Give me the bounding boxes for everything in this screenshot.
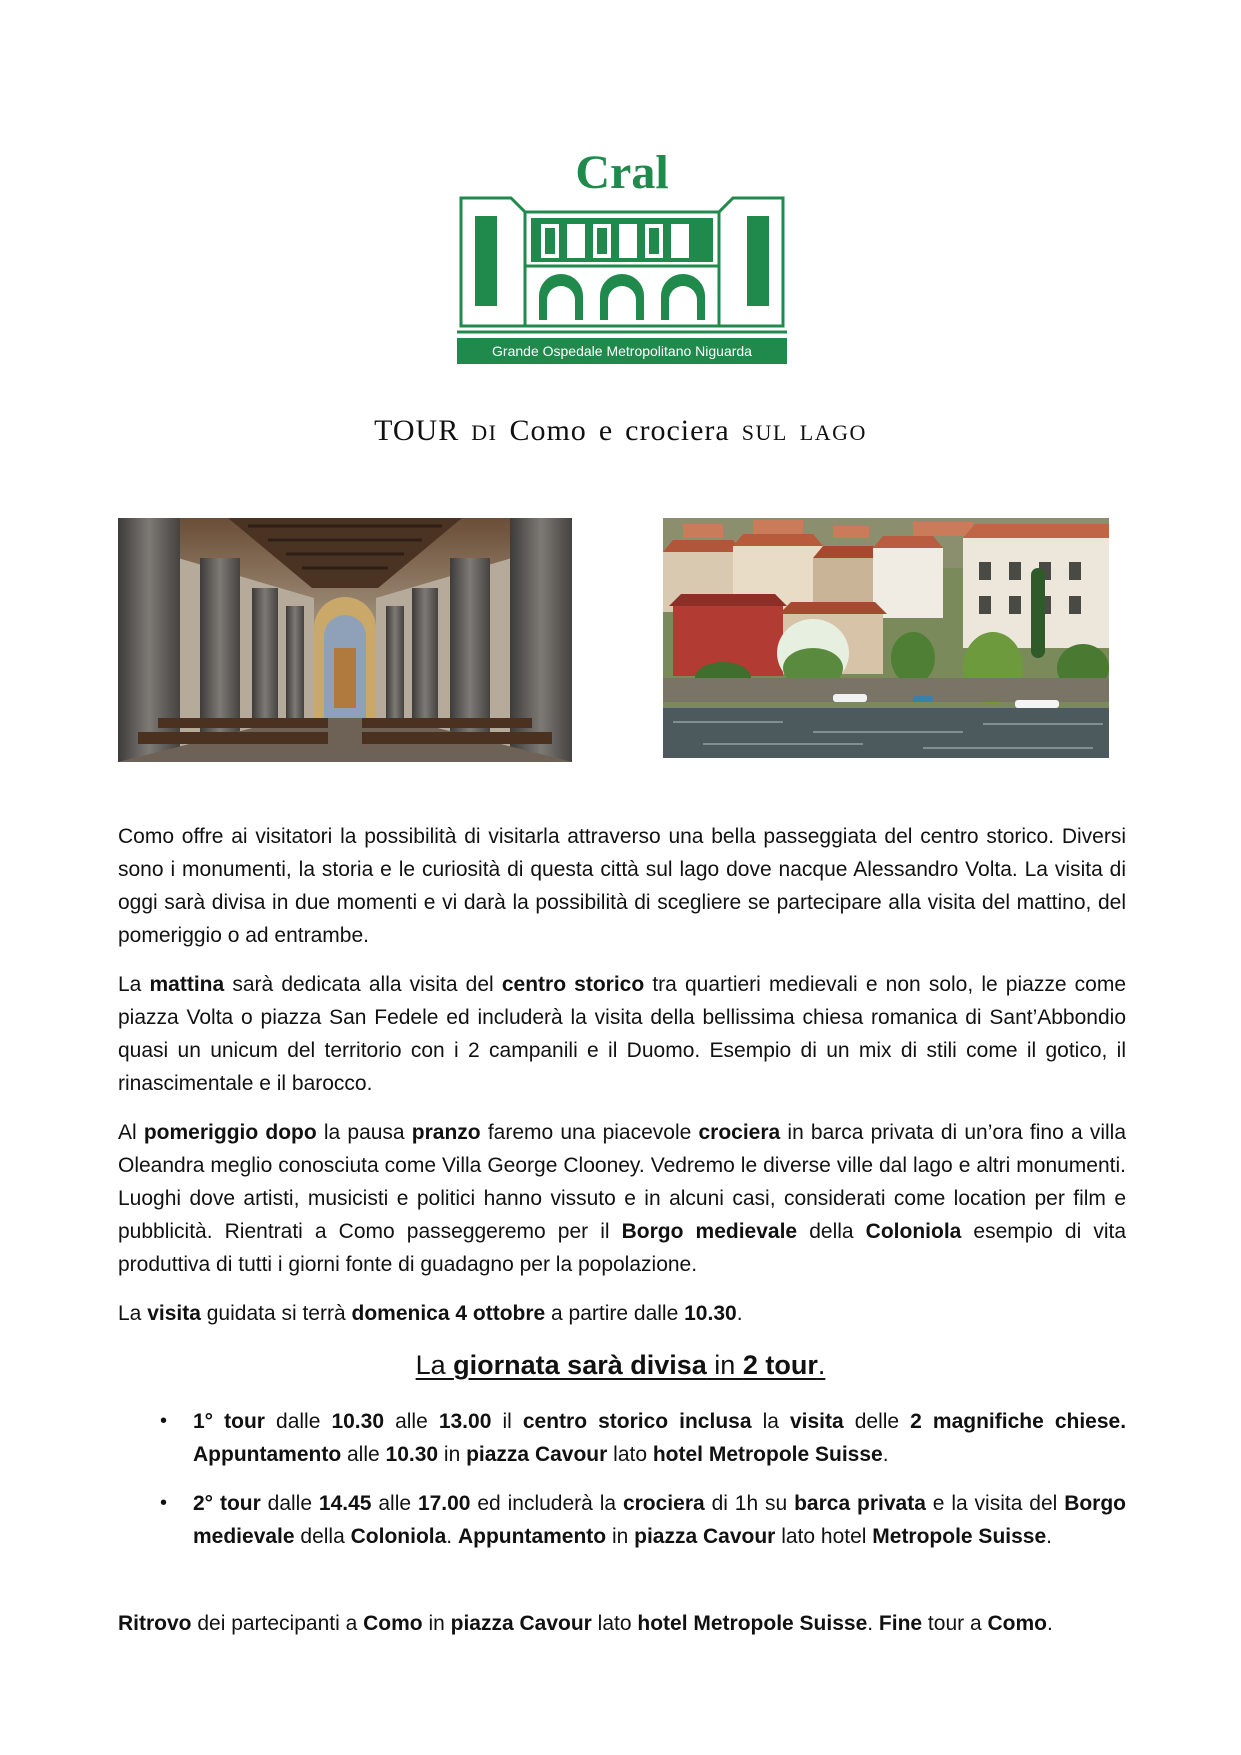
text-run: tra quartieri medievali e non solo, le piazze come piazza Volta o piazza San Fedele ed includerà la visita della bellissima chiesa romanica di Sant’Abbondio quasi un unicum del territorio con i 2 campanili e il Duomo. Esempio di un mix di stili come il gotico, il rinascimentale e il barocco. [118, 973, 1127, 1095]
paragraph-afternoon [118, 1116, 1126, 1281]
text-run: la [751, 1410, 790, 1433]
bold-text: crociera [622, 1492, 705, 1515]
text-run: in [438, 1443, 467, 1466]
page-title [0, 414, 1241, 448]
bold-text: barca privata [794, 1492, 926, 1515]
text-run: . [817, 1350, 826, 1380]
bold-text: hotel Metropole Suisse [637, 1612, 868, 1635]
bold-text: piazza Cavour [634, 1525, 776, 1548]
text-run: La [415, 1350, 454, 1380]
bold-text: piazza Cavour [450, 1612, 592, 1635]
bold-text: 2° tour [193, 1492, 261, 1515]
cral-logo [457, 140, 787, 364]
list-item-tour-1 [160, 1405, 1127, 1471]
bold-text: Ritrovo [118, 1612, 192, 1635]
text-run: lato hotel [775, 1525, 873, 1548]
text-run: esempio di vita produttiva di tutti i giorni fonte di guadagno per la popolazione. [118, 1220, 1126, 1276]
bold-text: giornata sarà divisa [453, 1350, 707, 1380]
lakeside-village-photo [663, 518, 1109, 758]
bold-text: 10.30 [331, 1410, 385, 1433]
bold-text: hotel Metropole Suisse [652, 1443, 883, 1466]
bold-text: Coloniola [350, 1525, 447, 1548]
bold-text: Borgo medievale [621, 1220, 798, 1243]
text-run: tour a [922, 1612, 988, 1635]
title-word-di: DI [471, 420, 498, 445]
tour-list [160, 1405, 1127, 1569]
text-run: guidata si terrà [200, 1302, 352, 1325]
meeting-point-note [118, 1607, 1126, 1640]
text-run: dei partecipanti a [191, 1612, 364, 1635]
bold-text: visita [789, 1410, 844, 1433]
paragraph-intro: Como offre ai visitatori la possibilità di visitarla attraverso una bella passeggiata del centro storico. Diversi sono i monumenti, la storia e le curiosità di questa città sul lago dove nacque Alessandro Volta. La visita di oggi sarà divisa in due momenti e vi darà la possibilità di scegliere se partecipare alla visita del mattino, del pomeriggio o ad entrambe. [118, 825, 1126, 947]
text-run: alle [371, 1492, 418, 1515]
bold-text: Borgo medievale [193, 1492, 1127, 1548]
bold-text: mattina [149, 973, 225, 996]
bold-text: visita [147, 1302, 201, 1325]
bold-text: 17.00 [417, 1492, 471, 1515]
list-item-text [193, 1410, 1126, 1466]
paragraph-date [118, 1297, 1126, 1330]
bold-text: Fine [878, 1612, 923, 1635]
text-run: a partire dalle [545, 1302, 685, 1325]
text-run: in [422, 1612, 451, 1635]
text-run: il [491, 1410, 523, 1433]
text-run: dalle [264, 1410, 332, 1433]
bold-text: 10.30 [385, 1443, 439, 1466]
text-run: in barca privata di un’ora fino a villa Oleandra meglio conosciuta come Villa George Clooney. Vedremo le diverse ville dal lago e altri monumenti. Luoghi dove artisti, musicisti e politici hanno vissuto e in alcuni casi, considerati come location per film e pubblicità. Rientrati a Como passeggeremo per il [118, 1121, 1126, 1243]
bold-text: Como [987, 1612, 1047, 1635]
title-word-tour: TOUR [374, 414, 460, 447]
title-word-e: e [598, 414, 614, 447]
bold-text: 10.30 [684, 1302, 737, 1325]
list-item-tour-2 [160, 1487, 1127, 1553]
text-run: della [797, 1220, 866, 1243]
bold-text: Coloniola [865, 1220, 962, 1243]
cral-building-logo-icon [457, 140, 787, 364]
text-run: sarà dedicata alla visita del [224, 973, 502, 996]
text-run: faremo una piacevole [480, 1121, 699, 1144]
bold-text: piazza Cavour [466, 1443, 608, 1466]
text-run: La [118, 1302, 148, 1325]
text-run: . [882, 1443, 889, 1466]
bold-text: centro storico [501, 973, 645, 996]
text-run: ed includerà la [470, 1492, 623, 1515]
text-run: lato [591, 1612, 638, 1635]
title-word-lago: LAGO [799, 420, 867, 445]
bold-text: crociera [698, 1121, 781, 1144]
text-run: alle [384, 1410, 439, 1433]
text-run: delle [843, 1410, 911, 1433]
text-run: la pausa [316, 1121, 412, 1144]
church-interior-photo [118, 518, 572, 762]
text-run: . [736, 1302, 743, 1325]
text-run: . [1046, 1612, 1053, 1635]
bold-text: pomeriggio dopo [143, 1121, 317, 1144]
text-run: lato [607, 1443, 653, 1466]
bold-text: Metropole Suisse [872, 1525, 1047, 1548]
bold-text: Appuntamento [457, 1525, 607, 1548]
title-word-sul: SUL [741, 420, 788, 445]
text-run: in [706, 1350, 743, 1380]
title-word-como: Como [509, 414, 587, 447]
text-run: dalle [260, 1492, 319, 1515]
body-text [118, 820, 1126, 1346]
text-run: della [294, 1525, 351, 1548]
bold-text: 2 tour [742, 1350, 818, 1380]
text-run: . [1046, 1525, 1052, 1548]
text-run: La [118, 973, 150, 996]
bullet-icon: • [160, 1492, 168, 1514]
text-run: alle [341, 1443, 386, 1466]
logo-subtitle: Grande Ospedale Metropolitano Niguarda [492, 343, 752, 359]
list-item-text [193, 1492, 1126, 1548]
bold-text: pranzo [411, 1121, 481, 1144]
text-run: . [446, 1525, 458, 1548]
bullet-icon: • [160, 1410, 168, 1432]
svg-text:Cral: Cral [575, 146, 669, 199]
bold-text: Como [363, 1612, 423, 1635]
section-heading-text [416, 1350, 826, 1380]
section-heading [0, 1350, 1241, 1381]
bold-text: 1° tour [193, 1410, 265, 1433]
text-run: e la visita del [925, 1492, 1065, 1515]
bold-text: 14.45 [318, 1492, 372, 1515]
text-run: in [606, 1525, 635, 1548]
bold-text: centro storico inclusa [522, 1410, 752, 1433]
bold-text: domenica 4 ottobre [351, 1302, 546, 1325]
text-run: . [867, 1612, 879, 1635]
bold-text: 2 magnifiche chiese. Appuntamento [193, 1410, 1127, 1466]
paragraph-morning [118, 968, 1126, 1100]
title-word-crociera: crociera [625, 414, 730, 447]
text-run: di 1h su [704, 1492, 795, 1515]
text-run: Al [118, 1121, 144, 1144]
bold-text: 13.00 [438, 1410, 492, 1433]
